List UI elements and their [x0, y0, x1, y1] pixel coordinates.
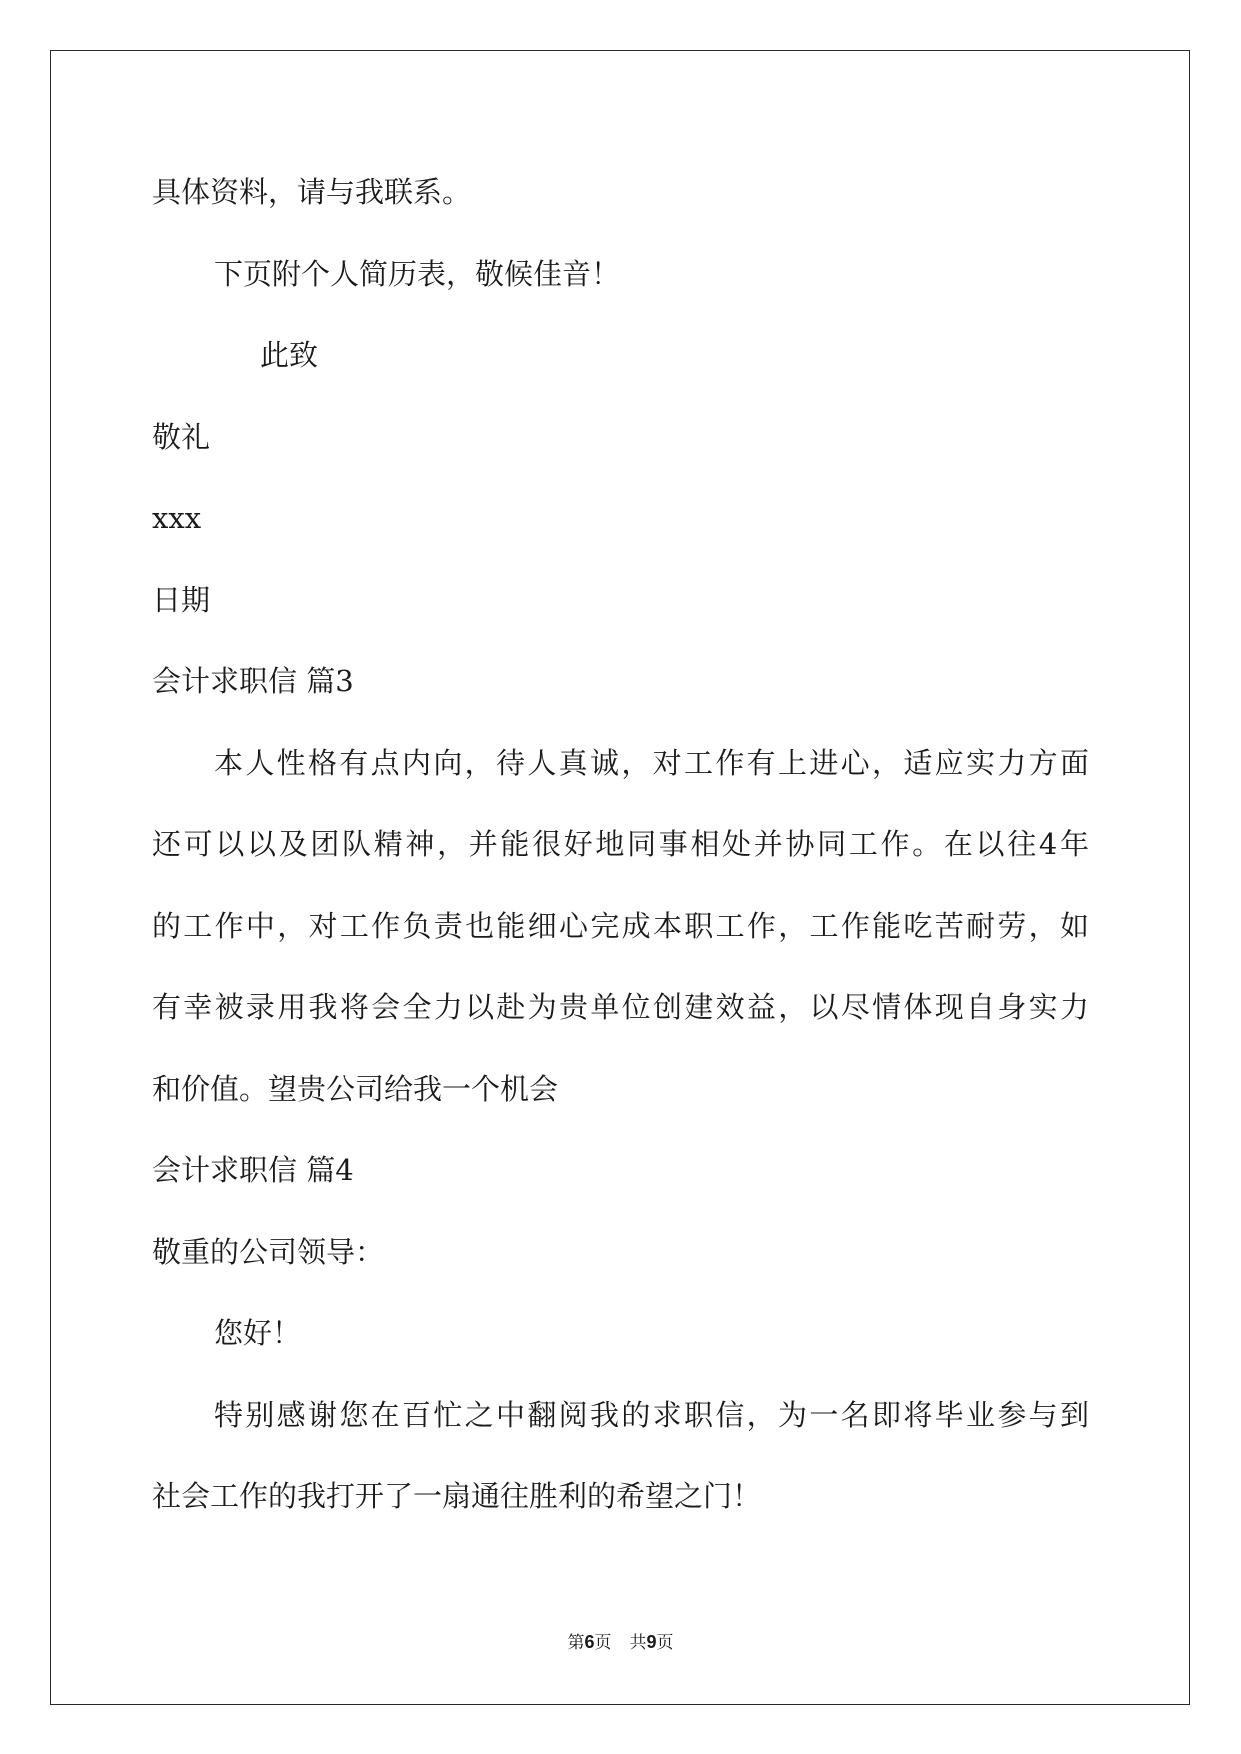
- paragraph-line: 下页附个人简历表，敬候佳音！: [214, 256, 621, 291]
- section-heading: 会计求职信 篇4: [152, 1153, 354, 1187]
- closing-regards: 敬礼: [152, 419, 211, 454]
- page-number-prefix: 第: [567, 1633, 585, 1653]
- closing-salutation: 此致: [260, 338, 319, 372]
- signature-date: 日期: [152, 582, 211, 617]
- paragraph-line: 具体资料，请与我联系。: [152, 175, 472, 209]
- total-pages-number: 9: [646, 1632, 657, 1652]
- paragraph-line: 和价值。望贵公司给我一个机会: [152, 1071, 559, 1106]
- paragraph-line: 社会工作的我打开了一扇通往胜利的希望之门！: [152, 1479, 762, 1513]
- signature-name: xxx: [152, 501, 202, 535]
- paragraph-line: 还可以以及团队精神，并能很好地同事相处并协同工作。在以往4年: [152, 827, 1089, 861]
- paragraph-line: 本人性格有点内向，待人真诚，对工作有上进心，适应实力方面: [214, 745, 1089, 780]
- current-page-number: 6: [584, 1632, 595, 1652]
- section-heading: 会计求职信 篇3: [152, 664, 354, 698]
- total-pages-suffix: 页: [656, 1633, 674, 1653]
- page-footer: [0, 1628, 1241, 1657]
- letter-body: [152, 152, 1089, 1538]
- paragraph-line: 有幸被录用我将会全力以赴为贵单位创建效益，以尽情体现自身实力: [152, 990, 1089, 1024]
- page-number-suffix: 页: [594, 1633, 612, 1653]
- paragraph-line: 的工作中，对工作负责也能细心完成本职工作，工作能吃苦耐劳，如: [152, 908, 1089, 943]
- total-pages-prefix: 共: [629, 1633, 647, 1653]
- paragraph-line: 特别感谢您在百忙之中翻阅我的求职信，为一名即将毕业参与到: [214, 1397, 1089, 1432]
- letter-greeting: 敬重的公司领导：: [152, 1234, 385, 1269]
- paragraph-line: 您好！: [214, 1316, 302, 1350]
